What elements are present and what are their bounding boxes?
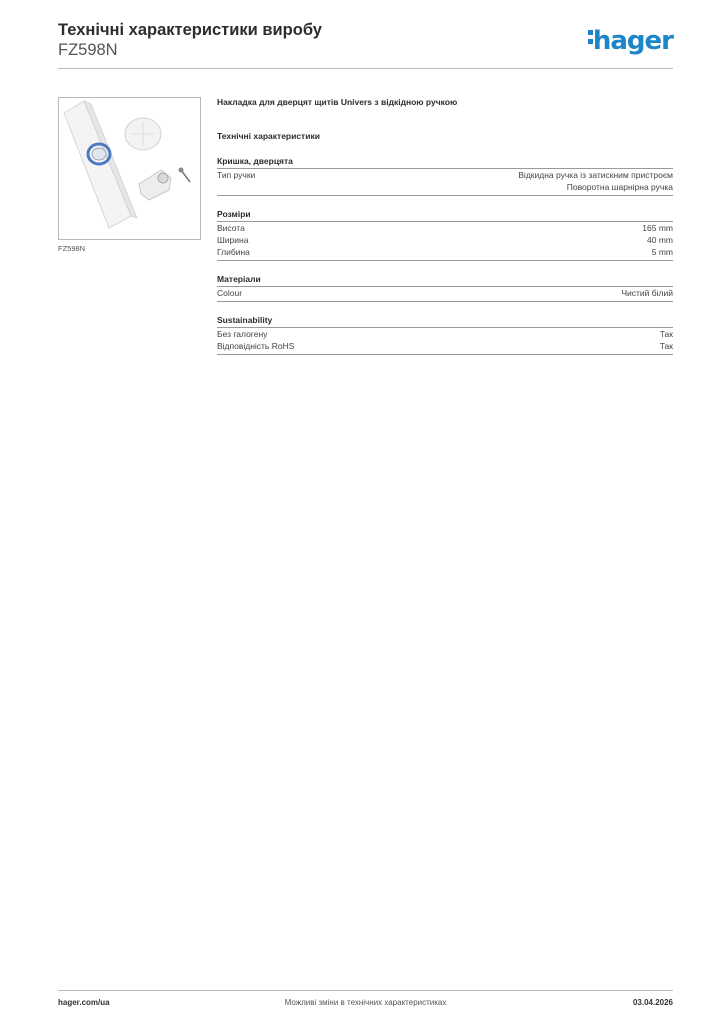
spec-content — [217, 95, 673, 355]
spec-row — [217, 222, 673, 234]
section-title: Sustainability — [217, 314, 673, 328]
spec-row — [217, 340, 673, 355]
spec-value: 165 mm — [642, 223, 673, 233]
section-title: Розміри — [217, 208, 673, 222]
spec-label: Тип ручки — [217, 170, 256, 180]
spec-value: Відкидна ручка із затискним пристроєм Поворотна шарнірна ручка — [518, 170, 673, 192]
page-title: Технічні характеристики виробу — [58, 21, 322, 39]
product-image — [58, 97, 201, 240]
section-title: Матеріали — [217, 273, 673, 287]
spec-section — [217, 155, 673, 196]
image-caption: FZ598N — [58, 244, 86, 253]
spec-row — [217, 328, 673, 340]
spec-label: Відповідність RoHS — [217, 341, 295, 351]
spec-label: Ширина — [217, 235, 249, 245]
spec-label: Без галогену — [217, 329, 268, 339]
spec-label: Глибина — [217, 247, 250, 257]
footer-date: 03.04.2026 — [632, 998, 673, 1007]
spec-value: Так — [659, 341, 673, 351]
tech-heading: Технічні характеристики — [217, 131, 320, 141]
spec-row — [217, 234, 673, 246]
hager-logo: hager — [588, 28, 673, 54]
spec-row — [217, 169, 673, 196]
product-name: Накладка для дверцят щитів Univers з відкідною ручкою — [217, 97, 458, 107]
spec-section — [217, 314, 673, 355]
section-title: Кришка, дверцята — [217, 155, 673, 169]
spec-value: 5 mm — [651, 247, 673, 257]
spec-value: Чистий білий — [621, 288, 673, 298]
product-code: FZ598N — [58, 41, 118, 59]
spec-row — [217, 287, 673, 302]
spec-section — [217, 273, 673, 302]
spec-label: Висота — [217, 223, 245, 233]
footer-notice: Можливі зміни в технічних характеристиках — [284, 998, 447, 1007]
spec-row — [217, 246, 673, 261]
spec-section — [217, 208, 673, 261]
spec-value: Так — [659, 329, 673, 339]
header-divider — [58, 68, 673, 69]
spec-label: Colour — [217, 288, 243, 298]
website-link[interactable]: hager.com/ua — [58, 998, 110, 1007]
spec-value: 40 mm — [647, 235, 673, 245]
footer-divider — [58, 990, 673, 991]
page-footer — [58, 998, 673, 1010]
page-header — [58, 20, 673, 70]
